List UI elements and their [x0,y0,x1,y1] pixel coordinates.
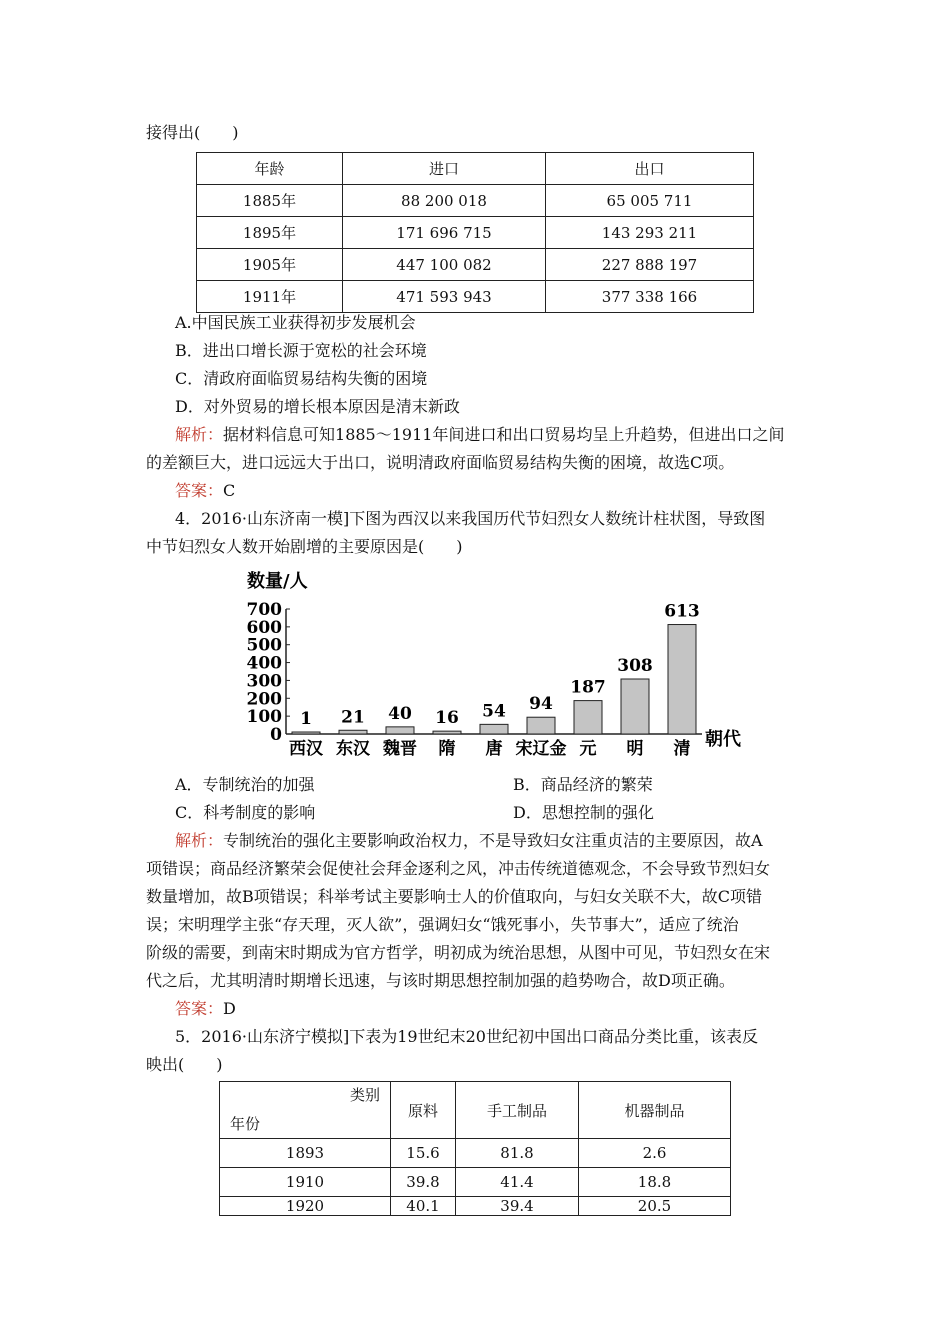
y-axis-label: 数量/人 [247,571,308,592]
category-label: 隋 [438,739,456,759]
category-label: 清 [673,739,691,759]
table-header-row [220,1082,731,1139]
bar-value-label: 40 [388,703,412,724]
y-tick-label: 600 [246,617,282,638]
table-row [220,1168,731,1197]
header-cell: 手工制品 [456,1082,579,1139]
bar-value-label: 187 [570,677,606,698]
q3-option-a: A.中国民族工业获得初步发展机会 [175,313,416,332]
table-row [220,1197,731,1216]
q4-option-b: B．商品经济的繁荣 [513,775,653,794]
y-tick-label: 200 [246,689,282,710]
bar-chart [240,565,760,770]
table-cell: 15.6 [391,1139,456,1168]
bar [668,625,696,734]
table-cell: 1885年 [197,185,343,217]
category-label: 东汉 [336,739,370,759]
table-cell: 2.6 [579,1139,731,1168]
header-cell: 年龄 [197,153,343,185]
answer-value: D [223,999,236,1018]
category-label: 宋辽金 [515,739,567,759]
bar-value-label: 94 [529,694,553,715]
q4-option-c: C．科考制度的影响 [175,803,316,822]
bar-value-label: 1 [300,709,312,729]
table-cell: 65 005 711 [546,185,754,217]
q5-export-table [219,1081,731,1216]
bar [480,724,508,734]
q3-option-c: C．清政府面临贸易结构失衡的困境 [175,369,428,388]
q4-analysis-line: 代之后，尤其明清时期增长迅速，与该时期思想控制加强的趋势吻合，故D项正确。 [146,971,735,990]
q4-analysis-line: 数量增加，故B项错误；科举考试主要影响士人的价值取向，与妇女关联不大，故C项错 [146,887,763,906]
q5-stem-line2: 映出( ) [146,1055,223,1074]
corner-header-top: 类别 [349,1086,380,1104]
table-cell: 171 696 715 [343,217,546,249]
table-cell: 81.8 [456,1139,579,1168]
q4-answer [175,999,236,1019]
bar-value-label: 613 [664,601,700,622]
q3-option-b: B．进出口增长源于宽松的社会环境 [175,341,427,360]
y-tick-label: 700 [246,600,282,620]
y-tick-label: 0 [270,725,282,745]
table-cell: 39.4 [456,1197,579,1216]
table-cell: 1911年 [197,281,343,313]
category-label: 元 [579,739,597,759]
table-cell: 39.8 [391,1168,456,1197]
table-cell: 18.8 [579,1168,731,1197]
header-cell: 原料 [391,1082,456,1139]
bar-value-label: 21 [341,707,365,728]
header-cell: 出口 [546,153,754,185]
bar [527,717,555,734]
q5-stem-line1: 5．2016·山东济宁模拟]下表为19世纪末20世纪初中国出口商品分类比重，该表反 [175,1027,758,1046]
analysis-label: 解析： [175,831,224,850]
q4-analysis [175,831,763,851]
category-label: 魏晋 [383,739,417,759]
bar [339,730,367,734]
header-cell: 进口 [343,153,546,185]
q4-analysis-line: 项错误；商品经济繁荣会促使社会拜金逐利之风，冲击传统道德观念，不会导致节烈妇女 [146,859,771,878]
table-cell: 20.5 [579,1197,731,1216]
table-header-row [197,153,754,185]
answer-value: C [223,481,236,500]
table-cell: 471 593 943 [343,281,546,313]
bar-value-label: 16 [435,708,459,729]
q4-option-a: A．专制统治的加强 [175,775,315,794]
table-cell: 40.1 [391,1197,456,1216]
y-tick-label: 300 [246,671,282,692]
table-cell: 1920 [220,1197,391,1216]
q3-option-d: D．对外贸易的增长根本原因是清末新政 [175,397,460,416]
bar [621,679,649,734]
bar [292,732,320,734]
table-cell: 227 888 197 [546,249,754,281]
q4-option-d: D．思想控制的强化 [513,803,654,822]
q3-answer [175,481,235,501]
analysis-label: 解析： [175,425,224,444]
bar-value-label: 54 [482,701,506,722]
bar [386,727,414,734]
corner-header-cell [220,1082,391,1139]
q4-stem-line1: 4．2016·山东济南一模]下图为西汉以来我国历代节妇烈女人数统计柱状图，导致图 [175,509,766,528]
q4-stem-line2: 中节妇烈女人数开始剧增的主要原因是( ) [146,537,463,556]
table-cell: 41.4 [456,1168,579,1197]
answer-label: 答案： [175,999,224,1018]
table-cell: 88 200 018 [343,185,546,217]
bar [574,701,602,734]
header-cell: 机器制品 [579,1082,731,1139]
category-label: 明 [626,739,644,759]
category-label: 唐 [485,739,503,759]
table-row [197,217,754,249]
table-cell: 1895年 [197,217,343,249]
table-cell: 1910 [220,1168,391,1197]
q3-trade-table [196,152,754,313]
category-label: 西汉 [289,739,323,759]
q3-analysis-line2: 的差额巨大，进口远远大于出口，说明清政府面临贸易结构失衡的困境，故选C项。 [146,453,735,472]
q3-stem-end: 接得出( ) [146,123,239,142]
answer-label: 答案： [175,481,224,500]
analysis-text: 据材料信息可知1885～1911年间进口和出口贸易均呈上升趋势，但进出口之间 [223,425,785,444]
bar-value-label: 308 [617,656,653,676]
table-cell: 1905年 [197,249,343,281]
table-cell: 447 100 082 [343,249,546,281]
y-tick-label: 500 [246,635,282,656]
table-row [197,249,754,281]
x-axis-label: 朝代 [705,729,741,750]
table-cell: 377 338 166 [546,281,754,313]
corner-header-bottom: 年份 [230,1115,261,1133]
table-row [197,281,754,313]
q3-analysis [175,425,784,445]
q4-analysis-line: 误；宋明理学主张“存天理，灭人欲”，强调妇女“饿死事小，失节事大”，适应了统治 [146,915,739,934]
table-cell: 1893 [220,1139,391,1168]
analysis-text: 专制统治的强化主要影响政治权力，不是导致妇女注重贞洁的主要原因，故A [223,831,763,850]
bar [433,731,461,734]
y-tick-label: 400 [246,653,282,674]
table-row [220,1139,731,1168]
table-row [197,185,754,217]
q4-analysis-line: 阶级的需要，到南宋时期成为官方哲学，明初成为统治思想，从图中可见，节妇烈女在宋 [146,943,771,962]
table-cell: 143 293 211 [546,217,754,249]
y-tick-label: 100 [246,707,282,728]
